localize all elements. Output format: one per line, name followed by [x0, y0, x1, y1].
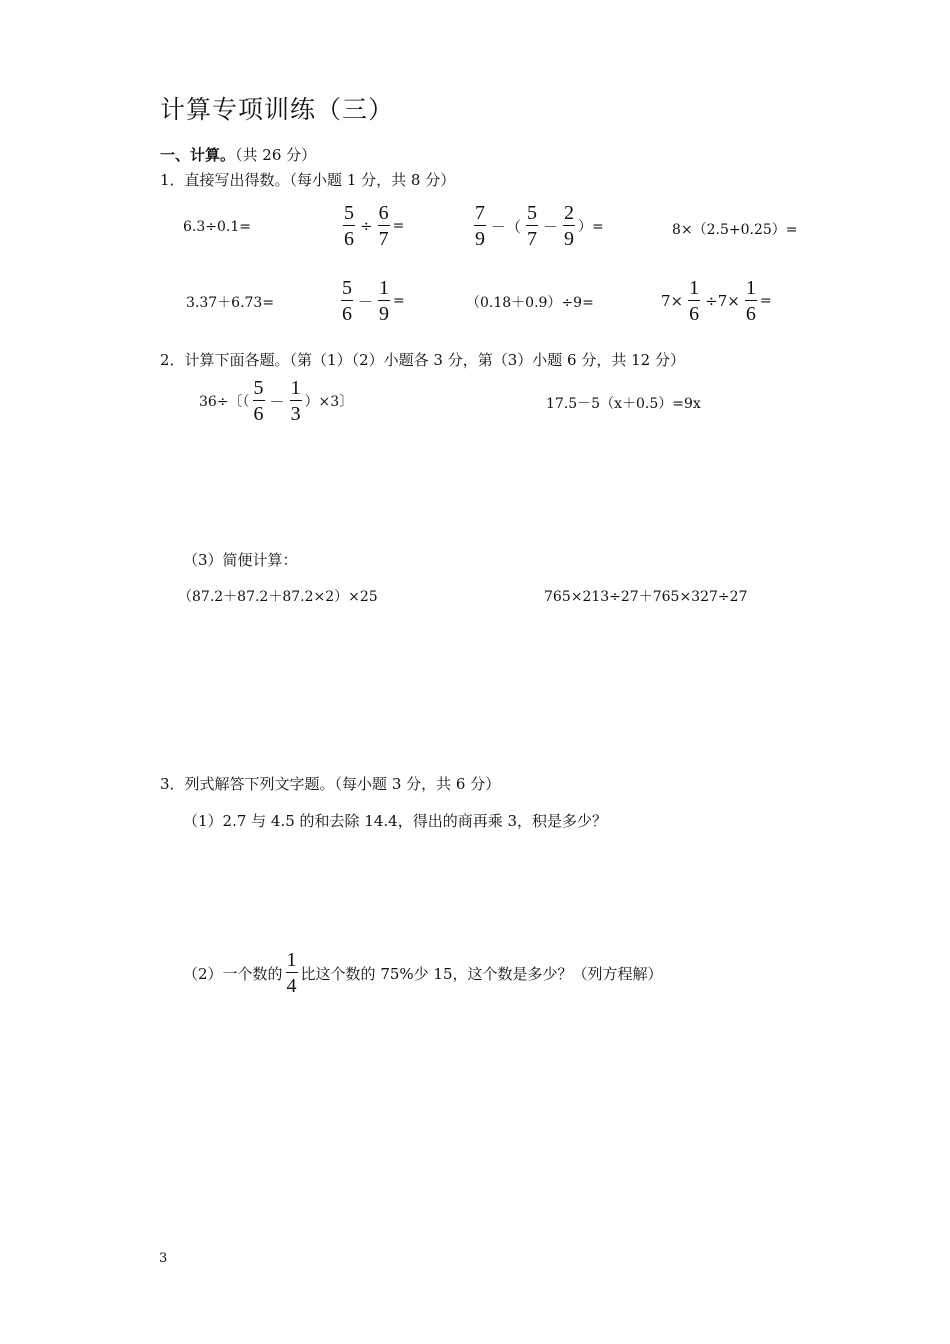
fraction: $\frac{5}{7}$: [527, 202, 538, 250]
q1-item-2: $\frac{5}{6}$ ÷ $\frac{6}{7}$ =: [344, 202, 405, 250]
fraction: $\frac{6}{7}$: [378, 202, 389, 250]
q3-problem-2: （2）一个数的 $\frac{1}{4}$ 比这个数的 75%少 15，这个数是多少？（列方程解）: [183, 949, 663, 997]
q2-problem-3a: （87.2＋87.2＋87.2×2）×25: [178, 589, 378, 605]
section-1-label: 一、计算。: [160, 146, 236, 164]
q3-problem-1: （1）2.7 与 4.5 的和去除 14.4，得出的商再乘 3，积是多少？: [183, 812, 608, 830]
question-1-heading: 1．直接写出得数。（每小题 1 分，共 8 分）: [160, 171, 456, 189]
q1-item-4: 8×（2.5+0.25）=: [672, 222, 798, 238]
q2-problem-2: 17.5－5（x＋0.5）=9x: [546, 396, 701, 412]
fraction: $\frac{5}{6}$: [342, 277, 352, 325]
question-3-heading: 3．列式解答下列文字题。（每小题 3 分，共 6 分）: [160, 775, 501, 793]
fraction: $\frac{1}{3}$: [290, 377, 301, 425]
q1-item-1: 6.3÷0.1=: [183, 219, 251, 235]
q2-problem-3b: 765×213÷27＋765×327÷27: [544, 589, 748, 605]
fraction: $\frac{1}{9}$: [379, 277, 390, 325]
q1-item-3: $\frac{7}{9}$ －（ $\frac{5}{7}$ － $\frac{2}{9}$ ）=: [475, 202, 604, 250]
q2-problem-1: 36÷〔（ $\frac{5}{6}$ － $\frac{1}{3}$ ）×3〕: [199, 377, 354, 425]
fraction: $\frac{1}{4}$: [286, 949, 297, 997]
q1-item-8: 7× $\frac{1}{6}$ ÷7× $\frac{1}{6}$ =: [661, 277, 772, 325]
q1-item-6: $\frac{5}{6}$ － $\frac{1}{9}$ =: [342, 277, 405, 325]
question-2-heading: 2．计算下面各题。（第（1）（2）小题各 3 分，第（3）小题 6 分，共 12 分）: [160, 351, 685, 369]
page-number: 3: [159, 1251, 168, 1266]
section-1-points: （共 26 分）: [235, 146, 317, 164]
fraction: $\frac{5}{6}$: [344, 202, 354, 250]
q2-part-3-heading: （3）简便计算：: [183, 551, 298, 569]
page-title: 计算专项训练（三）: [160, 95, 395, 124]
fraction: $\frac{2}{9}$: [564, 202, 575, 250]
fraction: $\frac{1}{6}$: [745, 277, 756, 325]
q1-item-5: 3.37＋6.73=: [186, 295, 275, 311]
fraction: $\frac{1}{6}$: [689, 277, 700, 325]
section-1-heading: [160, 144, 316, 165]
q1-item-7: （0.18＋0.9）÷9=: [466, 295, 594, 311]
fraction: $\frac{7}{9}$: [475, 202, 485, 250]
fraction: $\frac{5}{6}$: [253, 377, 264, 425]
